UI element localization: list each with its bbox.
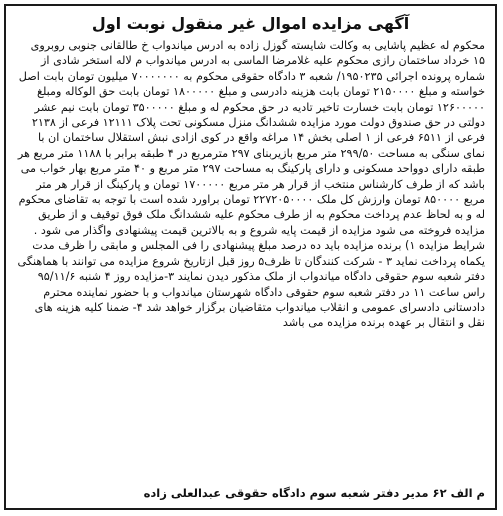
notice-footer: م الف ۶۲ مدیر دفتر شعبه سوم دادگاه حقوقی عبدالعلی زاده (143, 486, 485, 500)
notice-paragraph-conditions: شرایط مزایده ۱) برنده مزایده باید ده درصد مبلغ پیشنهادی را فی المجلس و مابقی را ظرف مدت یکماه پرداخت نماید ۳ - شرکت کنندگان تا ظرف۵ روز قبل ازتاریخ شروع مزایده می توانند با هماهنگی دفتر شعبه سوم حقوقی دادگاه میاندواب از ملک مذکور دیدن نمایند ۳-مزایده روز ۴ شنبه ۹۵/۱۱/۶ راس ساعت ۱۱ در دفتر شعبه سوم حقوقی دادگاه شهرستان میاندواب و با حضور نماینده محترم دادستانی دادسرای عمومی و انقلاب میاندواب متقاضیان برگزار خواهد شد ۴- ضمنا کلیه هزینه های نقل و انتقال بر عهده برنده مزایده می باشد (17, 239, 485, 330)
auction-notice (4, 4, 497, 510)
notice-paragraph-main: محکوم له عظیم پاشایی به وکالت شایسته گوزل زاده به ادرس میاندواب خ طالقانی جنوبی روبروی ۱۵ خرداد ساختمان رازی محکوم علیه غلامرضا الماسی به ادرس میاندواب م لاله استخر شادی از شماره پرونده اجرائی ۱۹۵۰۲۳۵/ شعبه ۳ دادگاه حقوقی محکوم به ۷۰۰۰۰۰۰۰ میلیون تومان بابت اصل خواسته و مبلغ ۲۱۵۰۰۰۰ تومان بابت هزینه دادرسی و مبلغ ۱۸۰۰۰۰۰ تومان بابت حق الوکاله ومبلغ ۱۲۶۰۰۰۰۰ تومان بابت خسارت تاخیر تادیه در حق محکوم له و مبلغ ۳۵۰۰۰۰۰ تومان بابت نیم عشر دولتی در حق صندوق دولت مورد مزایده ششدانگ منزل مسکونی تحت پلاک ۱۲۱۱۱ فرعی از ۲۱۳۸ فرعی از ۶۵۱۱ فرعی از ۱ اصلی بخش ۱۴ مراغه واقع در کوی ازادی نبش استقلال ساختمان ان با نمای سنگی به مساحت ۲۹۹/۵۰ متر مربع بازیربنای ۲۹۷ مترمربع در ۴ طبقه برابر با ۱۱۸۸ متر مربع هر طبقه دارای دوواحد مسکونی و دارای پارکینگ به مساحت ۲۹۷ متر مربع و ۴۰ متر مربع بهار خواب می باشد که از طرف کارشناس منتخب از قرار هر متر مربع ۱۷۰۰۰۰۰ تومان و پارکینگ از قرار هر متر مربع ۸۵۰۰۰۰ تومان وارزش کل ملک ۲۲۷۲۰۵۰۰۰۰ تومان براورد شده است با توجه به تقاضای محکوم له و به لحاظ عدم پرداخت محکوم به از طرف محکوم علیه ششدانگ ملک فوق توقیف و از طریق مزایده فروخته می شود مزایده از قیمت پایه شروع و به بالاترین قیمت پیشنهادی واگذار می شود . (17, 39, 485, 237)
notice-title: آگهی مزایده اموال غیر منقول نوبت اول (91, 14, 410, 33)
notice-body (16, 38, 485, 331)
